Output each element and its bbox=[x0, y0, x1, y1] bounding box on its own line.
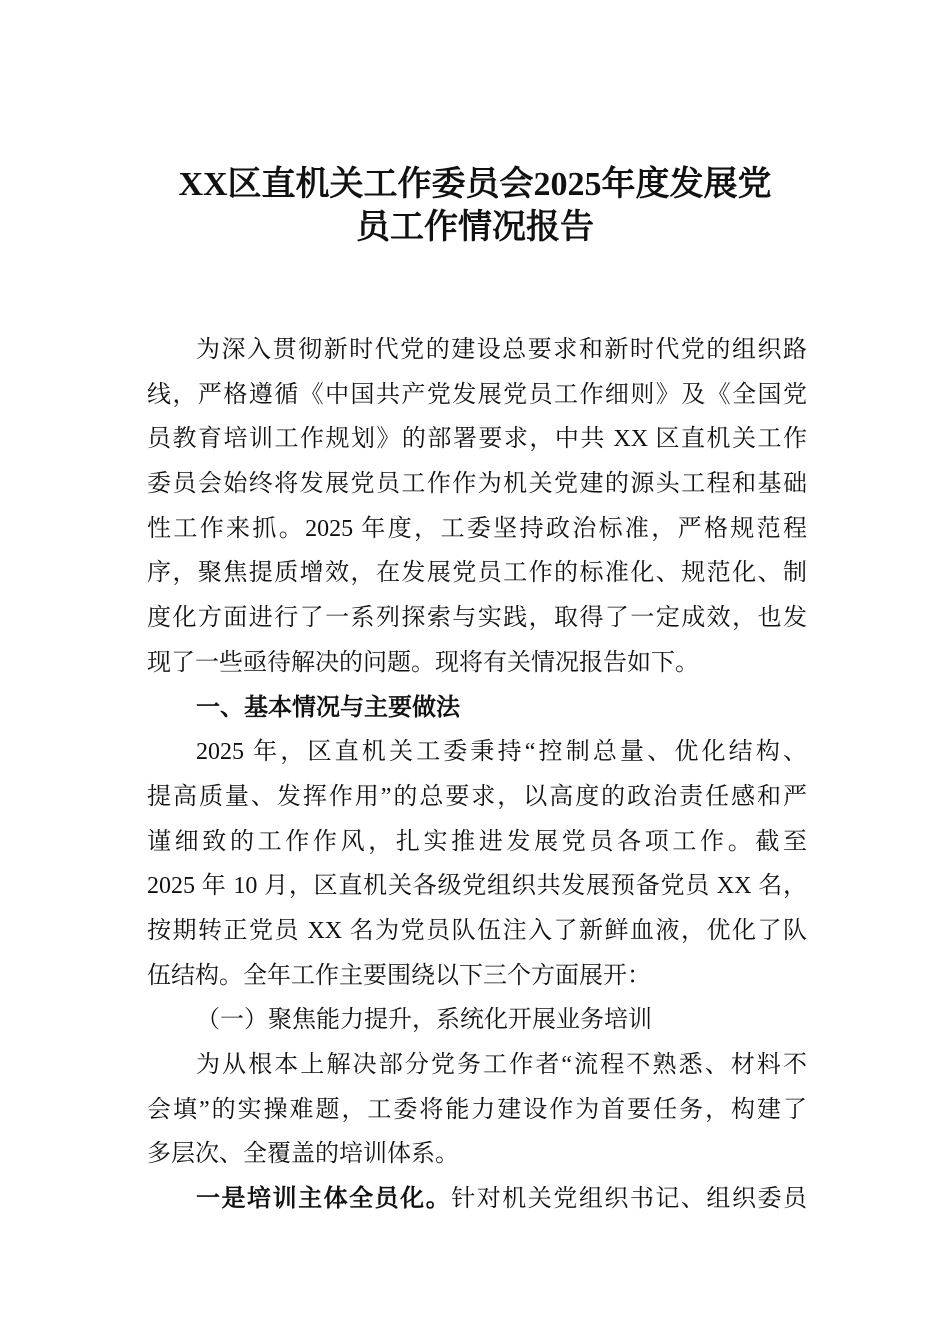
document-title-line-1: XX区直机关工作委员会2025年度发展党 bbox=[178, 166, 772, 203]
paragraph bbox=[147, 328, 807, 686]
text-line: 提高质量、发挥作用”的总要求，以高度的政治责任感和严 bbox=[147, 783, 807, 810]
text-line: 为从根本上解决部分党务工作者“流程不熟悉、材料不 bbox=[196, 1052, 807, 1078]
subsection-heading bbox=[147, 998, 807, 1043]
text-line: 度化方面进行了一系列探索与实践，取得了一定成效，也发 bbox=[147, 605, 807, 632]
lead-phrase: 一是培训主体全员化。 bbox=[196, 1186, 452, 1213]
text-line: 2025 年，区直机关工委秉持“控制总量、优化结构、 bbox=[196, 739, 807, 766]
text-line: 谨细致的工作作风，扎实推进发展党员各项工作。截至 bbox=[147, 828, 807, 855]
text-line: 为深入贯彻新时代党的建设总要求和新时代党的组织路 bbox=[196, 337, 807, 363]
text-line: 性工作来抓。2025 年度，工委坚持政治标准，严格规范程 bbox=[147, 515, 807, 542]
text-line: 现了一些亟待解决的问题。现将有关情况报告如下。 bbox=[147, 649, 699, 676]
paragraph bbox=[147, 1043, 807, 1177]
text-line: 会填”的实操难题，工委将能力建设作为首要任务，构建了 bbox=[147, 1096, 807, 1123]
document-title-line-2: 员工作情况报告 bbox=[356, 209, 594, 246]
paragraph bbox=[147, 1177, 807, 1222]
text-line: 伍结构。全年工作主要围绕以下三个方面展开： bbox=[147, 962, 651, 989]
text-line: 按期转正党员 XX 名为党员队伍注入了新鲜血液，优化了队 bbox=[147, 917, 807, 944]
text-line: 员教育培训工作规划》的部署要求，中共 XX 区直机关工作 bbox=[147, 426, 807, 453]
text-line: 线，严格遵循《中国共产党发展党员工作细则》及《全国党 bbox=[147, 381, 807, 408]
text-line bbox=[147, 1177, 807, 1222]
lead-text: 针对机关党组织书记、组织委员 bbox=[451, 1186, 808, 1213]
text-line: 多层次、全覆盖的培训体系。 bbox=[147, 1141, 459, 1168]
text-line: 委员会始终将发展党员工作作为机关党建的源头工程和基础 bbox=[147, 471, 807, 498]
paragraph bbox=[147, 730, 807, 998]
text-line: 2025 年 10 月，区直机关各级党组织共发展预备党员 XX 名， bbox=[147, 873, 807, 900]
section-heading bbox=[147, 686, 807, 731]
document-body bbox=[147, 328, 807, 1222]
text-line: 序，聚焦提质增效，在发展党员工作的标准化、规范化、制 bbox=[147, 560, 807, 587]
text-line: 一、基本情况与主要做法 bbox=[196, 694, 460, 721]
text-line: （一）聚焦能力提升，系统化开展业务培训 bbox=[196, 1007, 652, 1034]
